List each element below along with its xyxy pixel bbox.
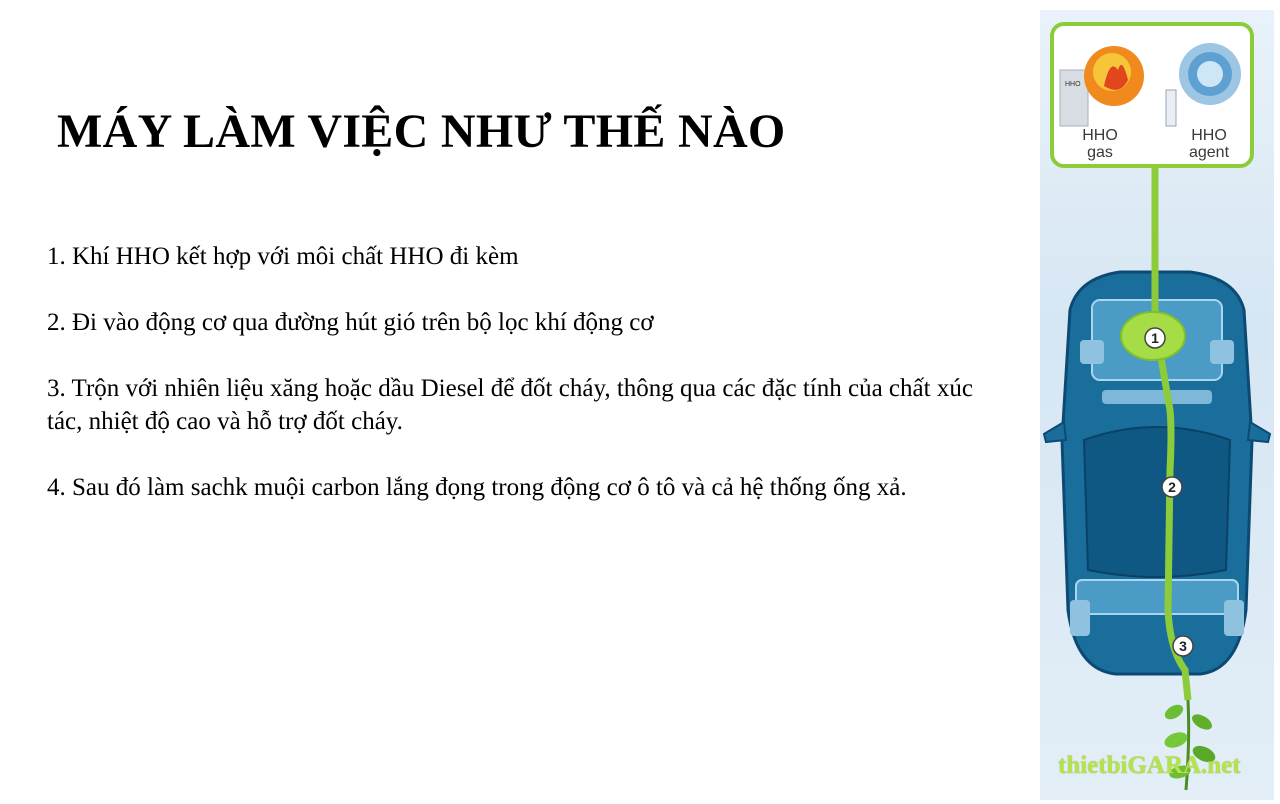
list-item: 2. Đi vào động cơ qua đường hút gió trên bộ lọc khí động cơ [47, 309, 654, 336]
device-label: HHO [1065, 81, 1081, 88]
list-item: 4. Sau đó làm sachk muội carbon lắng đọng trong động cơ ô tô và cả hệ thống ống xả. [47, 474, 907, 501]
hho-car-diagram [1040, 10, 1274, 800]
page-title: MÁY LÀM VIỆC NHƯ THẾ NÀO [57, 105, 786, 158]
gas-label-line2: gas [1087, 144, 1113, 161]
car-cabin [1084, 427, 1230, 577]
rear-axle [1076, 580, 1238, 614]
list-item: 3. Trộn với nhiên liệu xăng hoặc dầu Diesel để đốt cháy, thông qua các đặc tính của chất xúc tác, nhiệt độ cao và hỗ trợ đốt cháy. [47, 375, 973, 435]
hho-device-icon [1060, 70, 1088, 126]
gas-label-line1: HHO [1082, 127, 1118, 144]
agent-label-line1: HHO [1191, 127, 1227, 144]
step-2-label: 2 [1168, 479, 1176, 495]
brand-watermark: thietbiGARA.net [1058, 752, 1241, 779]
list-item: 1. Khí HHO kết hợp với môi chất HHO đi kèm [47, 243, 519, 270]
steps-list [47, 240, 977, 537]
diagram-svg [1040, 10, 1274, 800]
agent-bottle-icon [1166, 90, 1176, 126]
step-3-label: 3 [1179, 638, 1187, 654]
agent-label-line2: agent [1188, 144, 1230, 161]
step-1-label: 1 [1151, 330, 1159, 346]
